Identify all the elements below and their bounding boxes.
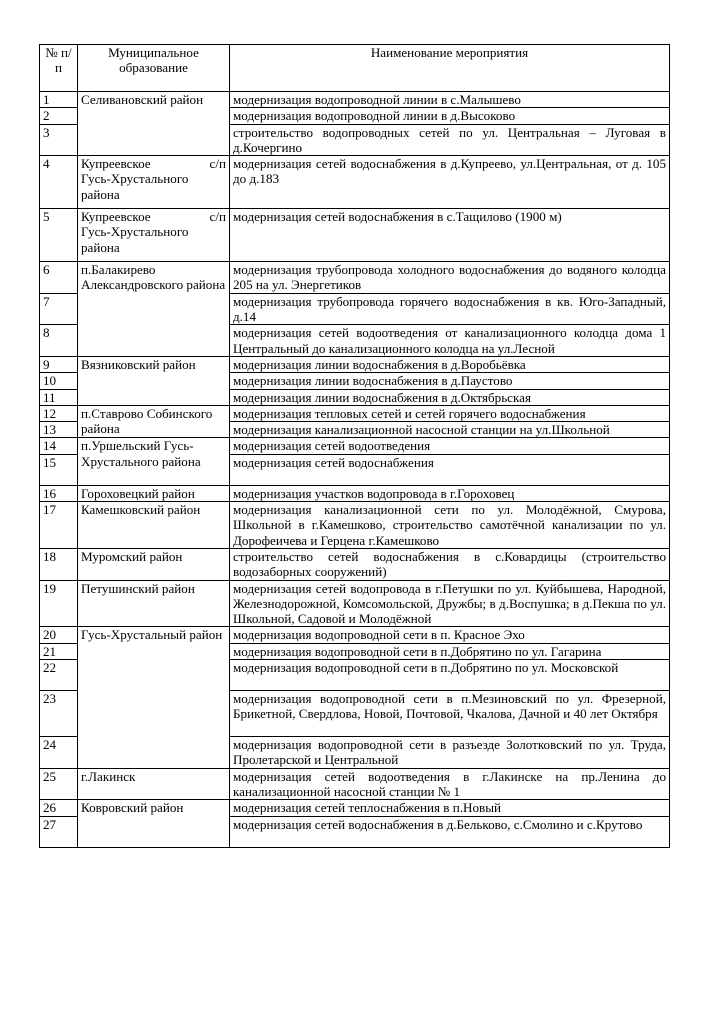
event-cell: модернизация водопроводной линии в с.Малышево xyxy=(230,92,670,108)
table-row xyxy=(40,438,670,454)
table-row xyxy=(40,92,670,108)
row-number: 15 xyxy=(40,454,78,485)
row-number: 24 xyxy=(40,737,78,769)
event-cell: модернизация трубопровода горячего водоснабжения в кв. Юго-Западный, д.14 xyxy=(230,293,670,325)
row-number: 5 xyxy=(40,209,78,262)
event-cell: модернизация водопроводной сети в п.Добрятино по ул. Московской xyxy=(230,660,670,691)
event-cell: модернизация линии водоснабжения в д.Октябрьская xyxy=(230,389,670,405)
municipality-cell: п.Ставрово Собинского района xyxy=(78,405,230,438)
row-number: 13 xyxy=(40,422,78,438)
event-cell: модернизация сетей водоотведения в г.Лакинске на пр.Ленина до канализационной насосной станции № 1 xyxy=(230,768,670,800)
row-number: 19 xyxy=(40,580,78,627)
row-number: 9 xyxy=(40,356,78,372)
row-number: 26 xyxy=(40,800,78,816)
municipality-cell: Камешковский район xyxy=(78,502,230,549)
table-row xyxy=(40,627,670,643)
mun-part: Купреевское xyxy=(81,156,151,172)
event-cell: модернизация линии водоснабжения в д.Паустово xyxy=(230,373,670,389)
row-number: 14 xyxy=(40,438,78,454)
header-num: № п/п xyxy=(40,45,78,92)
mun-part: Гусь-Хрустального района xyxy=(81,171,189,202)
municipality-cell: Муромский район xyxy=(78,548,230,580)
header-municipality: Муниципальное образование xyxy=(78,45,230,92)
table-row xyxy=(40,356,670,372)
municipality-cell: Селивановский район xyxy=(78,92,230,156)
table-header-row xyxy=(40,45,670,92)
event-cell: модернизация водопроводной сети в разъезде Золотковский по ул. Труда, Пролетарской и Центральной xyxy=(230,737,670,769)
row-number: 21 xyxy=(40,643,78,659)
header-event: Наименование мероприятия xyxy=(230,45,670,92)
event-cell: строительство водопроводных сетей по ул. Центральная – Луговая в д.Кочергино xyxy=(230,124,670,156)
event-cell: модернизация тепловых сетей и сетей горячего водоснабжения xyxy=(230,405,670,421)
row-number: 27 xyxy=(40,816,78,847)
municipality-cell xyxy=(78,209,230,262)
event-cell: модернизация водопроводной линии в д.Высоково xyxy=(230,108,670,124)
row-number: 7 xyxy=(40,293,78,325)
event-cell: модернизация сетей водоснабжения в д.Бельково, с.Смолино и с.Крутово xyxy=(230,816,670,847)
event-cell: модернизация канализационной сети по ул. Молодёжной, Смурова, Школьной в г.Камешково, строительство самотёчной канализации по ул. Дорофеичева и Герцена г.Камешково xyxy=(230,502,670,549)
table-row xyxy=(40,262,670,294)
row-number: 3 xyxy=(40,124,78,156)
event-cell: модернизация сетей водоотведения от канализационного колодца дома 1 Центральный до канализационного колодца на ул.Лесной xyxy=(230,325,670,357)
municipality-cell xyxy=(78,156,230,209)
event-cell: модернизация участков водопровода в г.Гороховец xyxy=(230,485,670,501)
row-number: 18 xyxy=(40,548,78,580)
event-cell: модернизация трубопровода холодного водоснабжения до водяного колодца 205 на ул. Энергетиков xyxy=(230,262,670,294)
mun-part: с/п xyxy=(209,209,226,225)
row-number: 22 xyxy=(40,660,78,691)
row-number: 12 xyxy=(40,405,78,421)
mun-part: Купреевское xyxy=(81,209,151,225)
event-cell: модернизация сетей водопровода в г.Петушки по ул. Куйбышева, Народной, Железнодорожной, Комсомольской, Дружбы; в д.Воспушка; в д.Пекша по ул. Школьной, Садовой и Молодёжной xyxy=(230,580,670,627)
event-cell: модернизация канализационной насосной станции на ул.Школьной xyxy=(230,422,670,438)
measures-table xyxy=(39,44,670,848)
event-cell: модернизация водопроводной сети в п. Красное Эхо xyxy=(230,627,670,643)
row-number: 23 xyxy=(40,691,78,737)
document-page xyxy=(39,44,669,848)
municipality-cell: Петушинский район xyxy=(78,580,230,627)
row-number: 16 xyxy=(40,485,78,501)
table-row xyxy=(40,768,670,800)
row-number: 2 xyxy=(40,108,78,124)
row-number: 6 xyxy=(40,262,78,294)
row-number: 8 xyxy=(40,325,78,357)
row-number: 17 xyxy=(40,502,78,549)
municipality-cell: Ковровский район xyxy=(78,800,230,847)
table-row xyxy=(40,800,670,816)
event-cell: модернизация сетей водоснабжения в с.Тащилово (1900 м) xyxy=(230,209,670,262)
mun-part: Гусь-Хрустального района xyxy=(81,224,189,255)
table-row xyxy=(40,580,670,627)
row-number: 10 xyxy=(40,373,78,389)
municipality-cell: п.Уршельский Гусь-Хрустального района xyxy=(78,438,230,485)
table-row xyxy=(40,209,670,262)
event-cell: строительство сетей водоснабжения в с.Ковардицы (строительство водозаборных сооружений) xyxy=(230,548,670,580)
row-number: 4 xyxy=(40,156,78,209)
municipality-cell: Вязниковский район xyxy=(78,356,230,405)
row-number: 25 xyxy=(40,768,78,800)
row-number: 20 xyxy=(40,627,78,643)
table-row xyxy=(40,502,670,549)
table-row xyxy=(40,405,670,421)
municipality-cell: г.Лакинск xyxy=(78,768,230,800)
event-cell: модернизация сетей водоснабжения в д.Купреево, ул.Центральная, от д. 105 до д.183 xyxy=(230,156,670,209)
event-cell: модернизация водопроводной сети в п.Добрятино по ул. Гагарина xyxy=(230,643,670,659)
table-row xyxy=(40,548,670,580)
municipality-cell: Гороховецкий район xyxy=(78,485,230,501)
table-row xyxy=(40,485,670,501)
row-number: 11 xyxy=(40,389,78,405)
event-cell: модернизация сетей водоснабжения xyxy=(230,454,670,485)
event-cell: модернизация водопроводной сети в п.Мезиновский по ул. Фрезерной, Брикетной, Свердлова, Новой, Почтовой, Чкалова, Дачной и 40 лет Октября xyxy=(230,691,670,737)
municipality-cell: п.Балакирево Александровского района xyxy=(78,262,230,357)
event-cell: модернизация сетей теплоснабжения в п.Новый xyxy=(230,800,670,816)
municipality-cell: Гусь-Хрустальный район xyxy=(78,627,230,768)
table-row xyxy=(40,156,670,209)
event-cell: модернизация сетей водоотведения xyxy=(230,438,670,454)
row-number: 1 xyxy=(40,92,78,108)
mun-part: с/п xyxy=(209,156,226,172)
event-cell: модернизация линии водоснабжения в д.Воробьёвка xyxy=(230,356,670,372)
